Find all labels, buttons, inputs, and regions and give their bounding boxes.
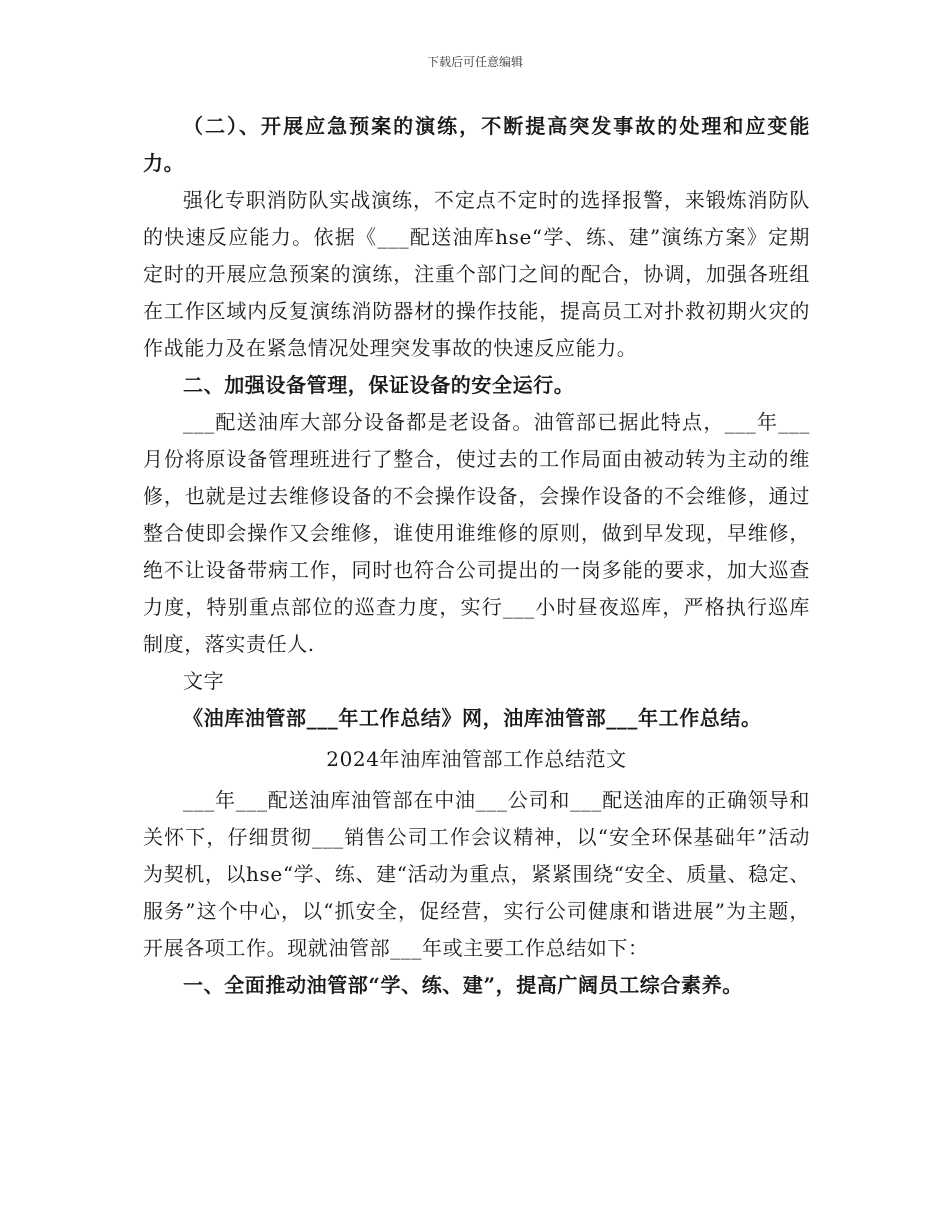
subsection-heading-drill: （二）、开展应急预案的演练，不断提高突发事故的处理和应变能力。	[143, 114, 810, 175]
paragraph-intro: ___年___配送油库油管部在中油___公司和___配送油库的正确领导和关怀下，仔细贯彻___销售公司工作会议精神，以“安全环保基础年”活动为契机，以hse“学、练、建“活动为重点，紧紧围绕“安全、质量、稳定、服务”这个中心，以“抓安全，促经营，实行公司健康和谐进展”为主题，开展各项工作。现就油管部___年或主要工作总结如下：	[143, 788, 810, 960]
page-header: 下载后可任意编辑	[426, 55, 523, 69]
section-heading-equipment: 二、加强设备管理，保证设备的安全运行。	[183, 373, 575, 397]
paragraph-link-title: 《油库油管部___年工作总结》网，油库油管部___年工作总结。	[183, 706, 762, 730]
paragraph-text-label: 文字	[183, 669, 225, 693]
document-body	[143, 108, 810, 1004]
section-heading-training: 一、全面推动油管部“学、练、建”，提高广阔员工综合素养。	[183, 973, 743, 997]
document-title: 2024年油库油管部工作总结范文	[326, 747, 627, 771]
paragraph-equipment: ___配送油库大部分设备都是老设备。油管部已据此特点，___年___月份将原设备管理班进行了整合，使过去的工作局面由被动转为主动的维修，也就是过去维修设备的不会操作设备，会操作设备的不会维修，通过整合使即会操作又会维修，谁使用谁维修的原则，做到早发现，早维修，绝不让设备带病工作，同时也符合公司提出的一岗多能的要求，加大巡查力度，特别重点部位的巡查力度，实行___小时昼夜巡库，严格执行巡库制度，落实责任人.	[143, 410, 810, 656]
paragraph-drill: 强化专职消防队实战演练，不定点不定时的选择报警，来锻炼消防队的快速反应能力。依据《___配送油库hse“学、练、建”演练方案》定期定时的开展应急预案的演练，注重个部门之间的配合，协调，加强各班组在工作区域内反复演练消防器材的操作技能，提高员工对扑救初期火灾的作战能力及在紧急情况处理突发事故的快速反应能力。	[143, 188, 810, 360]
